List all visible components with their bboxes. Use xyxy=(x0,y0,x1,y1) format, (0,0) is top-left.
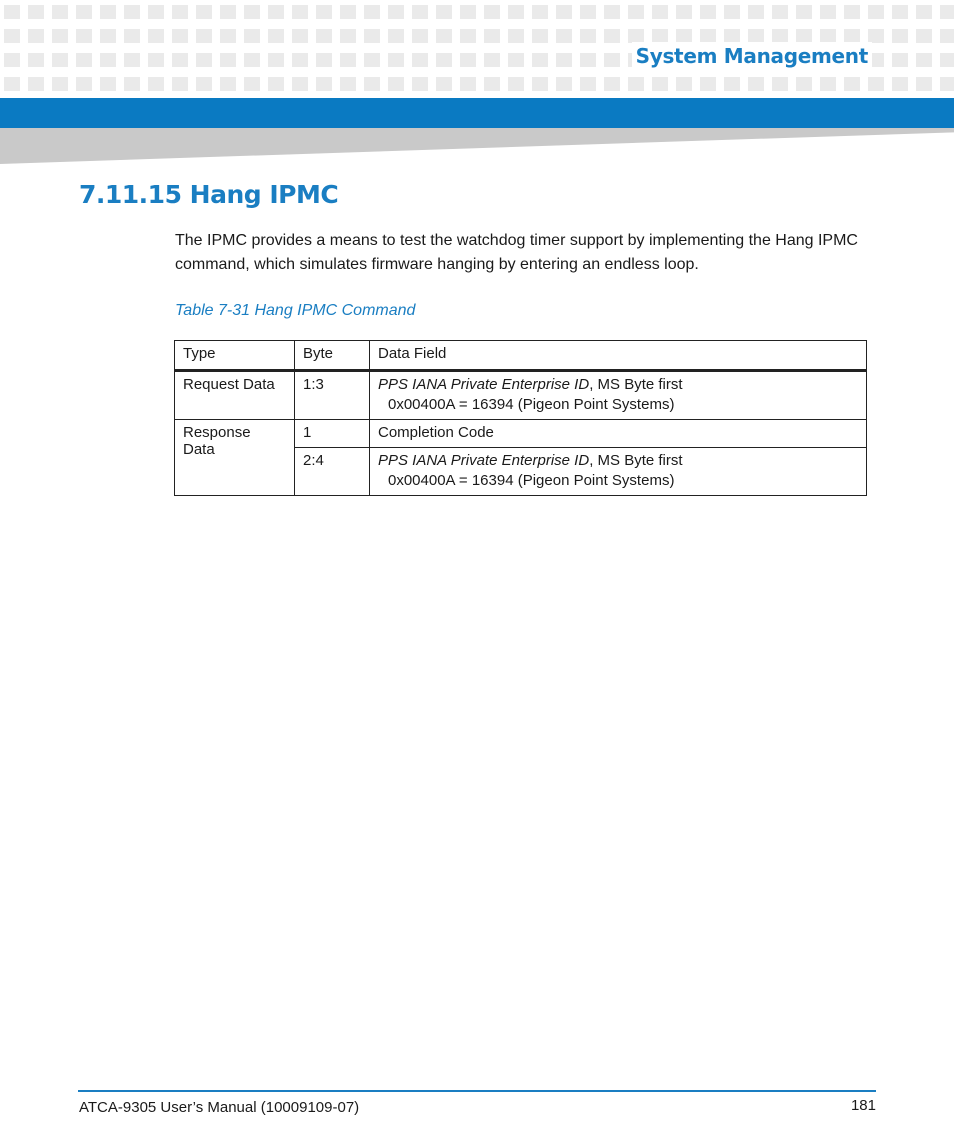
pattern-square xyxy=(628,77,644,91)
pattern-square xyxy=(460,29,476,43)
pattern-square xyxy=(316,53,332,67)
running-section-title: System Management xyxy=(632,42,872,70)
pattern-square xyxy=(820,29,836,43)
pattern-square xyxy=(76,53,92,67)
pattern-square xyxy=(268,77,284,91)
pattern-square xyxy=(940,53,954,67)
pattern-square xyxy=(820,77,836,91)
pattern-square xyxy=(892,29,908,43)
pattern-square xyxy=(196,29,212,43)
pattern-square xyxy=(484,29,500,43)
header-blue-band xyxy=(0,98,954,128)
pattern-square xyxy=(220,29,236,43)
cell-byte: 2:4 xyxy=(295,448,370,496)
pattern-square xyxy=(4,5,20,19)
pattern-square xyxy=(628,5,644,19)
pattern-square xyxy=(76,5,92,19)
pattern-square xyxy=(292,53,308,67)
pattern-square xyxy=(916,53,932,67)
pattern-square xyxy=(652,29,668,43)
pattern-square xyxy=(388,53,404,67)
pattern-square xyxy=(700,29,716,43)
pattern-square xyxy=(772,29,788,43)
pattern-square xyxy=(796,29,812,43)
pattern-square xyxy=(100,77,116,91)
pattern-square xyxy=(364,77,380,91)
pattern-square xyxy=(916,77,932,91)
pattern-square xyxy=(580,53,596,67)
pattern-square xyxy=(604,77,620,91)
pattern-square xyxy=(868,5,884,19)
hang-ipmc-command-table xyxy=(174,340,867,496)
pattern-square xyxy=(532,5,548,19)
pattern-square xyxy=(748,5,764,19)
pattern-square xyxy=(388,77,404,91)
pattern-square xyxy=(556,53,572,67)
pattern-square xyxy=(100,29,116,43)
pattern-square xyxy=(940,5,954,19)
pattern-square xyxy=(52,29,68,43)
cell-type: Request Data xyxy=(175,371,295,420)
pattern-square xyxy=(28,5,44,19)
pattern-square xyxy=(124,77,140,91)
header-byte: Byte xyxy=(295,341,370,371)
pattern-square xyxy=(388,5,404,19)
pattern-square xyxy=(436,53,452,67)
pattern-square xyxy=(148,53,164,67)
pattern-square xyxy=(340,53,356,67)
table-caption: Table 7-31 Hang IPMC Command xyxy=(175,302,416,319)
pattern-square xyxy=(316,5,332,19)
pattern-square xyxy=(652,77,668,91)
pattern-square xyxy=(412,53,428,67)
pattern-square xyxy=(892,5,908,19)
pattern-square xyxy=(556,5,572,19)
pattern-square xyxy=(748,29,764,43)
pattern-square xyxy=(772,77,788,91)
pattern-square xyxy=(220,77,236,91)
section-heading: 7.11.15 Hang IPMC xyxy=(79,180,339,209)
pattern-square xyxy=(172,29,188,43)
pattern-square xyxy=(196,5,212,19)
field-sub-text: 0x00400A = 16394 (Pigeon Point Systems) xyxy=(388,472,675,489)
pattern-square xyxy=(580,77,596,91)
pattern-square xyxy=(340,77,356,91)
pattern-square xyxy=(604,29,620,43)
pattern-square xyxy=(244,53,260,67)
table-header-row xyxy=(175,341,867,371)
pattern-square xyxy=(292,77,308,91)
pattern-square xyxy=(76,29,92,43)
cell-data-field xyxy=(370,448,867,496)
pattern-square xyxy=(724,29,740,43)
pattern-square xyxy=(556,29,572,43)
pattern-square xyxy=(676,29,692,43)
pattern-square xyxy=(268,5,284,19)
pattern-square xyxy=(700,77,716,91)
pattern-square xyxy=(676,77,692,91)
pattern-square xyxy=(628,29,644,43)
pattern-square xyxy=(244,5,260,19)
pattern-square xyxy=(196,77,212,91)
pattern-square xyxy=(652,5,668,19)
pattern-square xyxy=(364,53,380,67)
pattern-square xyxy=(4,53,20,67)
pattern-square xyxy=(124,29,140,43)
pattern-square xyxy=(844,29,860,43)
pattern-square xyxy=(52,5,68,19)
pattern-square xyxy=(460,5,476,19)
pattern-square xyxy=(940,29,954,43)
pattern-square xyxy=(844,5,860,19)
pattern-square xyxy=(532,53,548,67)
pattern-square xyxy=(892,53,908,67)
section-body-text: The IPMC provides a means to test the watchdog timer support by implementing the Hang IPMC command, which simulates firmware hanging by entering an endless loop. xyxy=(175,232,858,273)
footer-manual-title: ATCA-9305 User’s Manual (10009109-07) xyxy=(79,1099,360,1116)
pattern-square xyxy=(4,77,20,91)
cell-data-field: Completion Code xyxy=(370,420,867,448)
pattern-square xyxy=(460,53,476,67)
pattern-square xyxy=(508,5,524,19)
pattern-square xyxy=(316,77,332,91)
pattern-square xyxy=(124,53,140,67)
pattern-square xyxy=(580,5,596,19)
pattern-square xyxy=(172,77,188,91)
pattern-square xyxy=(436,5,452,19)
pattern-square xyxy=(460,77,476,91)
pattern-square xyxy=(508,53,524,67)
pattern-square xyxy=(532,77,548,91)
pattern-square xyxy=(340,5,356,19)
pattern-square xyxy=(52,53,68,67)
pattern-square xyxy=(676,5,692,19)
cell-data-field xyxy=(370,371,867,420)
pattern-square xyxy=(412,77,428,91)
pattern-square xyxy=(316,29,332,43)
pattern-square xyxy=(724,5,740,19)
pattern-square xyxy=(892,77,908,91)
pattern-square xyxy=(172,5,188,19)
pattern-square xyxy=(604,5,620,19)
pattern-square xyxy=(4,29,20,43)
pattern-square xyxy=(436,77,452,91)
cell-type: Response Data xyxy=(175,420,295,496)
header-data-field: Data Field xyxy=(370,341,867,371)
pattern-square xyxy=(820,5,836,19)
field-italic-text: PPS IANA Private Enterprise ID xyxy=(378,376,590,393)
pattern-square xyxy=(868,77,884,91)
field-italic-text: PPS IANA Private Enterprise ID xyxy=(378,452,590,469)
table-row xyxy=(175,420,867,448)
header-gray-wedge xyxy=(0,128,954,164)
pattern-square xyxy=(196,53,212,67)
pattern-square xyxy=(124,5,140,19)
pattern-square xyxy=(724,77,740,91)
pattern-square xyxy=(796,77,812,91)
pattern-square xyxy=(172,53,188,67)
footer-rule xyxy=(78,1090,876,1092)
pattern-square xyxy=(868,29,884,43)
pattern-square xyxy=(580,29,596,43)
header-type: Type xyxy=(175,341,295,371)
pattern-square xyxy=(292,29,308,43)
pattern-square xyxy=(484,5,500,19)
pattern-square xyxy=(388,29,404,43)
pattern-square xyxy=(292,5,308,19)
pattern-square xyxy=(100,5,116,19)
pattern-square xyxy=(220,53,236,67)
pattern-square xyxy=(532,29,548,43)
pattern-square xyxy=(940,77,954,91)
pattern-square xyxy=(748,77,764,91)
pattern-square xyxy=(148,29,164,43)
pattern-square xyxy=(436,29,452,43)
pattern-square xyxy=(772,5,788,19)
pattern-square xyxy=(412,29,428,43)
field-text: , MS Byte first xyxy=(589,452,683,469)
cell-byte: 1 xyxy=(295,420,370,448)
pattern-square xyxy=(604,53,620,67)
cell-byte: 1:3 xyxy=(295,371,370,420)
pattern-square xyxy=(220,5,236,19)
pattern-square xyxy=(340,29,356,43)
pattern-square xyxy=(364,5,380,19)
pattern-square xyxy=(148,5,164,19)
pattern-square xyxy=(100,53,116,67)
footer-page-number: 181 xyxy=(850,1097,876,1114)
pattern-square xyxy=(796,5,812,19)
pattern-square xyxy=(484,77,500,91)
pattern-square xyxy=(364,29,380,43)
pattern-square xyxy=(484,53,500,67)
pattern-square xyxy=(76,77,92,91)
pattern-square xyxy=(52,77,68,91)
pattern-square xyxy=(148,77,164,91)
table-row xyxy=(175,371,867,420)
pattern-square xyxy=(916,29,932,43)
pattern-square xyxy=(268,29,284,43)
pattern-square xyxy=(508,77,524,91)
pattern-square xyxy=(844,77,860,91)
field-text: , MS Byte first xyxy=(589,376,683,393)
pattern-square xyxy=(28,53,44,67)
pattern-square xyxy=(244,77,260,91)
field-sub-text: 0x00400A = 16394 (Pigeon Point Systems) xyxy=(388,396,675,413)
pattern-square xyxy=(700,5,716,19)
pattern-square xyxy=(412,5,428,19)
pattern-square xyxy=(556,77,572,91)
pattern-square xyxy=(268,53,284,67)
pattern-square xyxy=(244,29,260,43)
pattern-square xyxy=(508,29,524,43)
pattern-square xyxy=(28,29,44,43)
pattern-square xyxy=(28,77,44,91)
pattern-square xyxy=(916,5,932,19)
